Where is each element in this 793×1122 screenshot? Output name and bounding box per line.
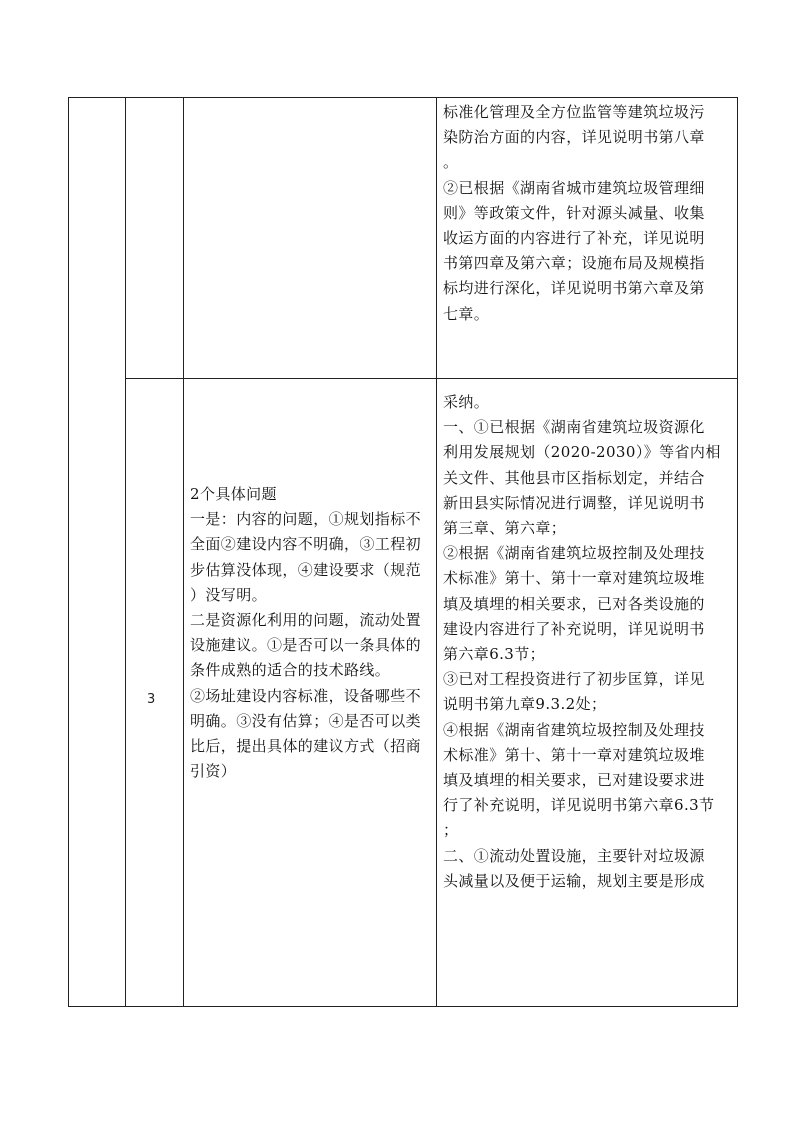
response-cell-previous-row: [443, 100, 731, 327]
issue-line: 设施建议。①是否可以一条具体的: [190, 636, 422, 655]
issue-line: ②场址建设内容标准，设备哪些不: [190, 686, 422, 705]
response-line: 染防治方面的内容，详见说明书第八章: [443, 128, 705, 147]
row-number: 3: [147, 692, 156, 707]
issue-line: 2个具体问题: [190, 485, 277, 503]
response-cell: [443, 390, 731, 894]
response-line: 填及填埋的相关要求，已对建设要求进: [443, 771, 705, 790]
response-line: ②根据《湖南省建筑垃圾控制及处理技: [443, 544, 705, 563]
issue-line: 一是：内容的问题，①规划指标不: [190, 510, 422, 529]
issue-line: 步估算没体现，④建设要求（规范: [190, 560, 422, 579]
issue-line: 比后，提出具体的建议方式（招商: [190, 737, 422, 756]
response-line: 术标准》第十、第十一章对建筑垃圾堆: [443, 569, 705, 588]
response-line: 标准化管理及全方位监管等建筑垃圾污: [443, 103, 705, 121]
issue-line: 二是资源化利用的问题，流动处置: [190, 611, 422, 630]
response-line: 二、①流动处置设施，主要针对垃圾源: [443, 846, 705, 865]
response-line: 行了补充说明，详见说明书第六章6.3节: [443, 796, 715, 815]
issue-line: 全面②建设内容不明确，③工程初: [190, 535, 422, 554]
response-line: 七章。: [443, 304, 490, 323]
issue-line: 明确。③没有估算；④是否可以类: [190, 711, 422, 730]
response-line: 填及填埋的相关要求，已对各类设施的: [443, 594, 705, 613]
response-line: ④根据《湖南省建筑垃圾控制及处理技: [443, 720, 705, 739]
issue-line: 条件成熟的适合的技术路线。: [190, 661, 391, 680]
review-table: [68, 97, 738, 1007]
response-line: 建设内容进行了补充说明，详见说明书: [443, 619, 705, 638]
response-line: 第三章、第六章；: [443, 519, 567, 538]
response-line: 利用发展规划（2020-2030）》等省内相: [443, 443, 721, 462]
response-line: 第六章6.3节；: [443, 645, 546, 664]
response-line: 书第四章及第六章；设施布局及规模指: [443, 254, 705, 273]
response-line: 术标准》第十、第十一章对建筑垃圾堆: [443, 745, 705, 764]
issue-line: 引资）: [190, 762, 237, 781]
response-line: 头减量以及便于运输，规划主要是形成: [443, 871, 705, 890]
response-line: 新田县实际情况进行调整，详见说明书: [443, 493, 705, 512]
response-line: 标均进行深化，详见说明书第六章及第: [443, 279, 705, 298]
response-line: 则》等政策文件，针对源头减量、收集: [443, 203, 705, 222]
response-line: ；: [443, 821, 459, 840]
response-line: 说明书第九章9.3.2处；: [443, 695, 607, 714]
response-line: 。: [443, 153, 459, 172]
column-divider-3: [436, 98, 437, 1006]
issue-line: ）没写明。: [190, 585, 268, 604]
response-line: 采纳。: [443, 393, 490, 411]
response-line: ②已根据《湖南省城市建筑垃圾管理细: [443, 178, 705, 197]
row-divider: [125, 378, 737, 379]
response-line: 收运方面的内容进行了补充，详见说明: [443, 229, 705, 248]
column-divider-1: [125, 98, 126, 1006]
response-line: 一、①已根据《湖南省建筑垃圾资源化: [443, 418, 705, 437]
response-line: 关文件、其他县市区指标划定，并结合: [443, 468, 705, 487]
column-divider-2: [183, 98, 184, 1006]
response-line: ③已对工程投资进行了初步匡算，详见: [443, 670, 705, 689]
issue-cell: [190, 482, 430, 784]
